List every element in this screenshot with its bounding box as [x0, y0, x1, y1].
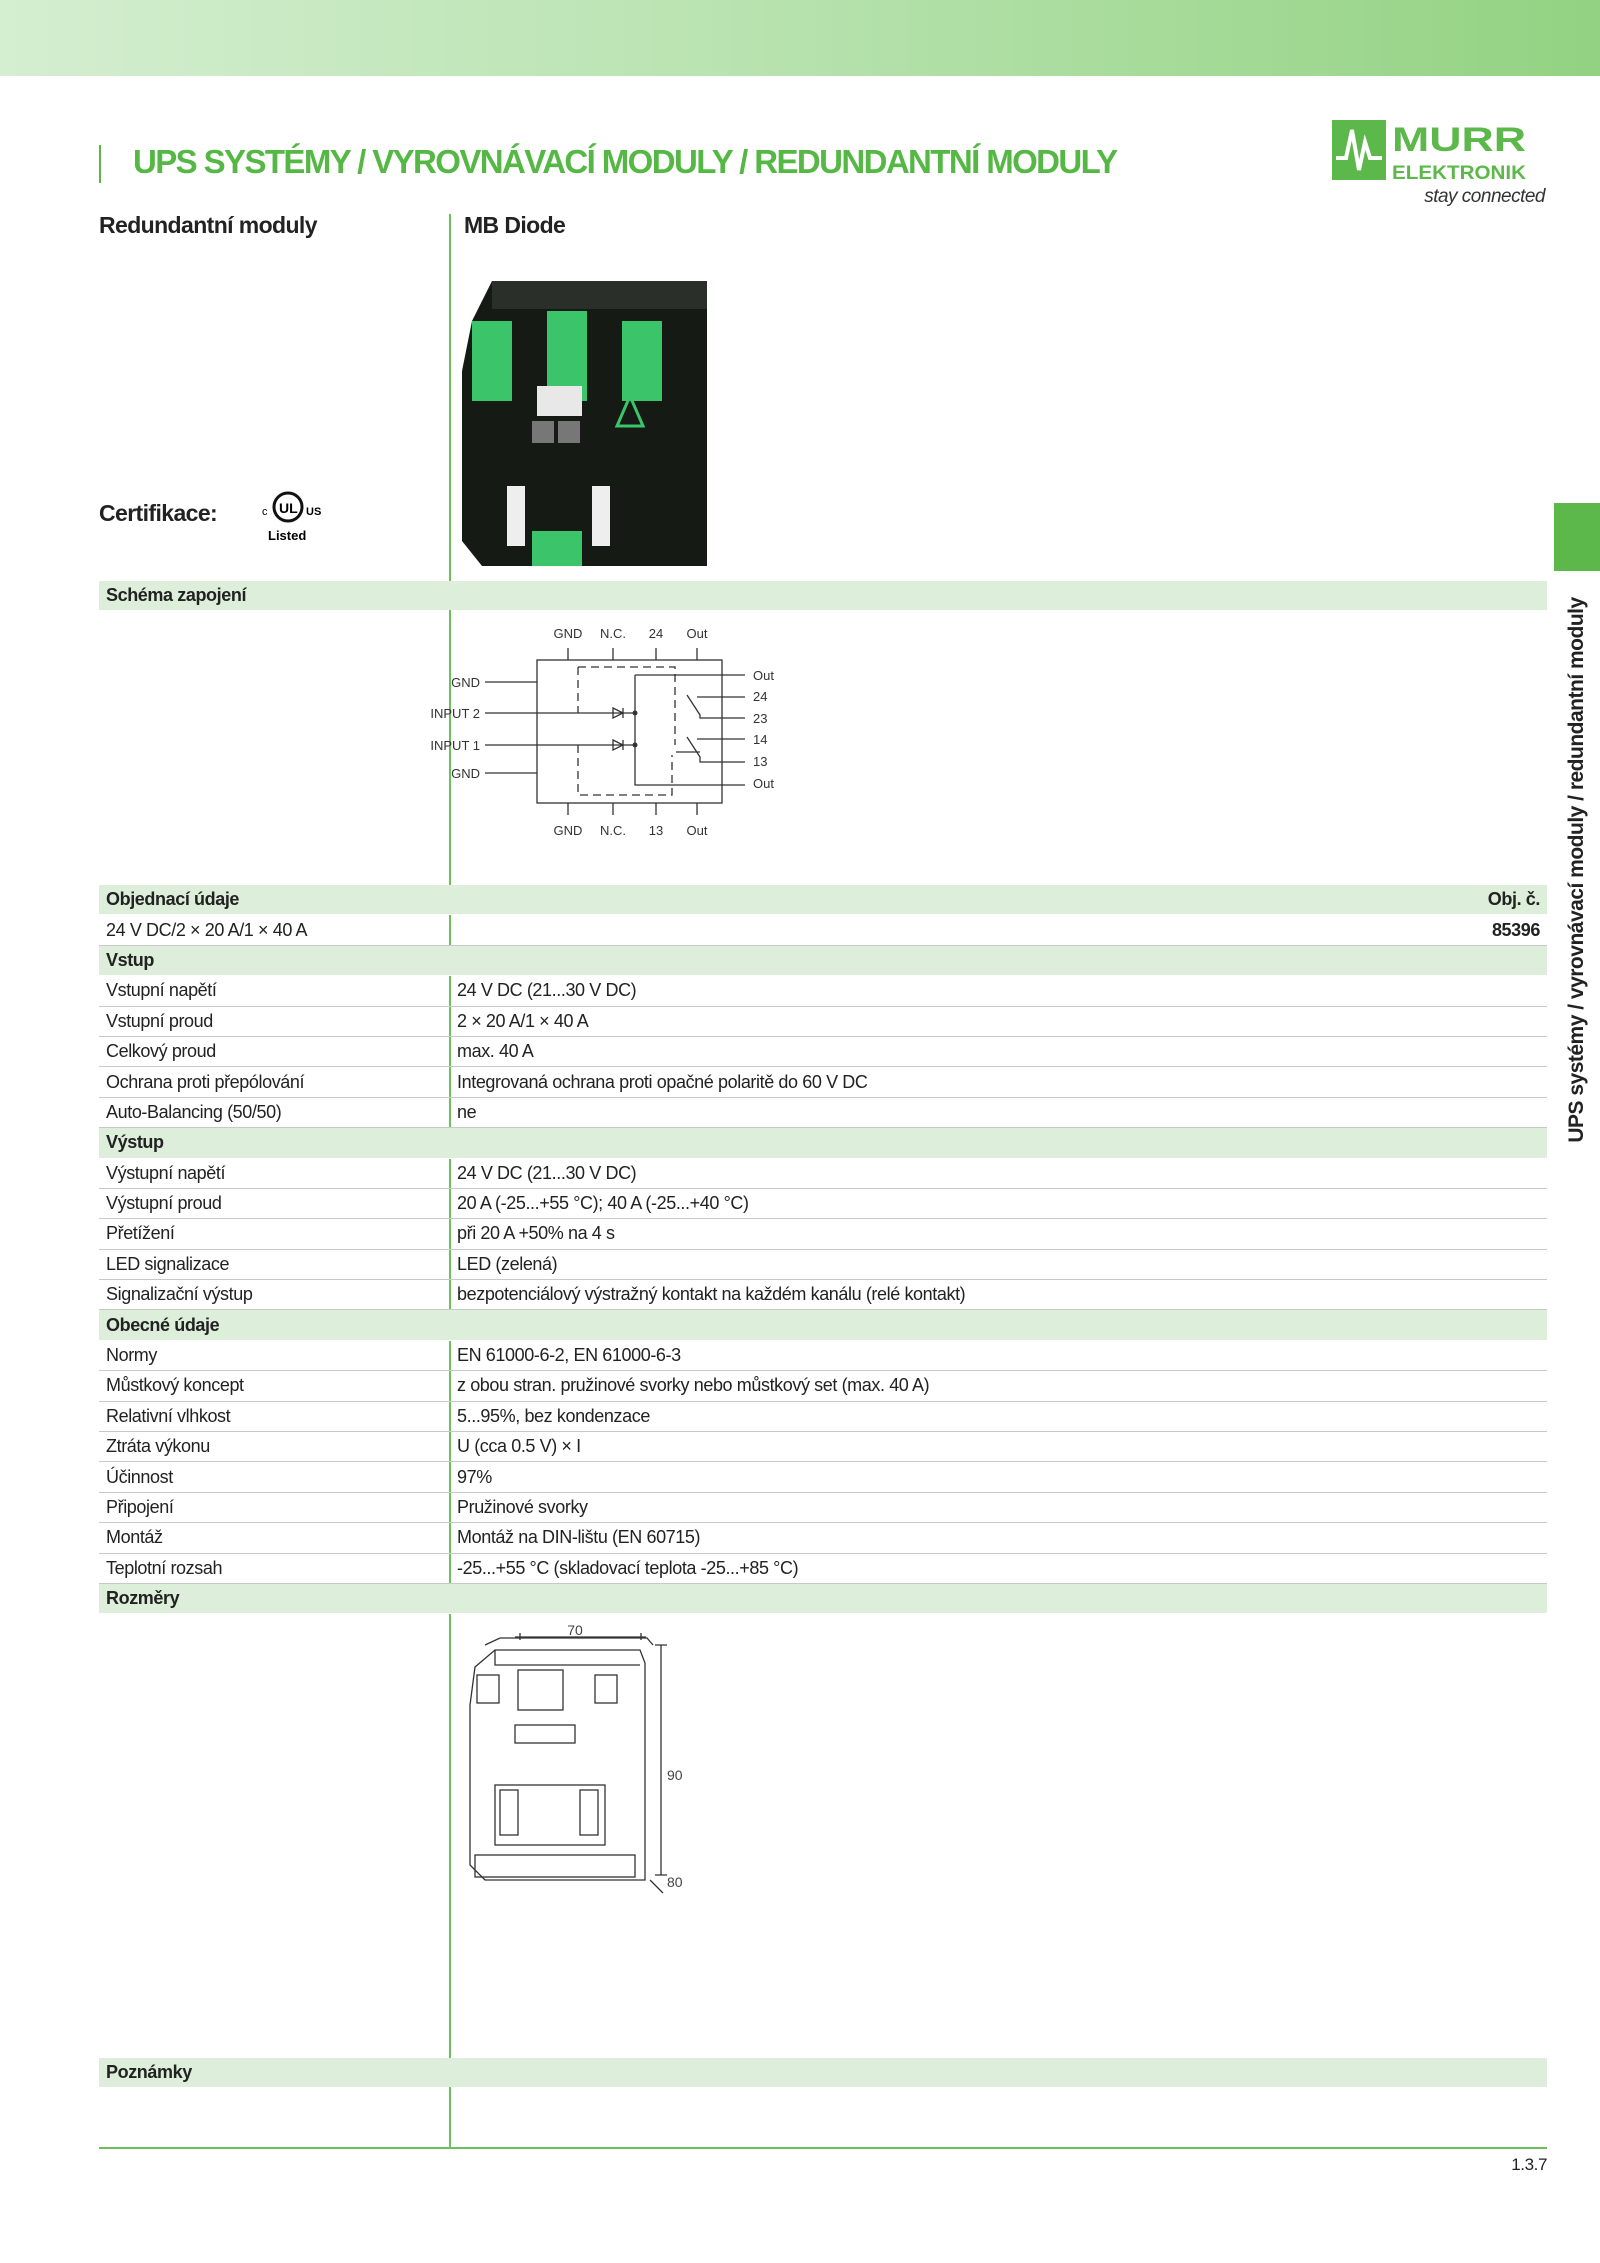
spec-value: z obou stran. pružinové svorky nebo můstkový set (max. 40 A): [457, 1375, 930, 1396]
spec-label: Signalizační výstup: [106, 1284, 253, 1305]
spec-label: Celkový proud: [106, 1041, 216, 1062]
schem-top-3: Out: [686, 626, 708, 641]
spec-value: 97%: [457, 1466, 492, 1487]
ordering-header-row: [99, 885, 1547, 915]
spec-label: Vstupní napětí: [106, 980, 217, 1001]
schem-right-0: Out: [753, 668, 774, 683]
group-header: [99, 1310, 1547, 1340]
table-row: [99, 1493, 1547, 1523]
schem-right-3: 14: [753, 732, 768, 747]
table-row: [99, 1432, 1547, 1462]
table-row: [99, 1007, 1547, 1037]
spec-label: LED signalizace: [106, 1253, 230, 1274]
schem-top-0: GND: [553, 626, 583, 641]
spec-value: při 20 A +50% na 4 s: [457, 1223, 615, 1244]
dimensions-label: Rozměry: [106, 1588, 180, 1609]
schem-left-3: GND: [451, 766, 480, 781]
schem-bottom-3: Out: [686, 823, 708, 838]
schem-bottom-0: GND: [553, 823, 583, 838]
table-row: [99, 1341, 1547, 1371]
spec-value: EN 61000-6-2, EN 61000-6-3: [457, 1345, 681, 1366]
schem-right-1: 24: [753, 689, 768, 704]
schem-top-2: 24: [648, 626, 664, 641]
table-row: [99, 1067, 1547, 1097]
spec-value: 24 V DC (21...30 V DC): [457, 980, 637, 1001]
spec-value: ne: [457, 1101, 477, 1122]
ordering-number-header: Obj. č.: [1487, 889, 1540, 910]
table-row: [99, 1523, 1547, 1553]
spec-value: U (cca 0.5 V) × I: [457, 1436, 581, 1457]
spec-value: LED (zelená): [457, 1253, 558, 1274]
spec-label: Relativní vlhkost: [106, 1405, 231, 1426]
schem-left-0: GND: [451, 675, 480, 690]
spec-value: 24 V DC (21...30 V DC): [457, 1162, 637, 1183]
side-tab-marker: [1554, 503, 1600, 571]
spec-value: Montáž na DIN-lištu (EN 60715): [457, 1527, 701, 1548]
table-row: [99, 1037, 1547, 1067]
schem-right-5: Out: [753, 776, 774, 791]
group-title: Obecné údaje: [106, 1314, 220, 1335]
dim-depth: 80: [667, 1874, 683, 1890]
table-row: [99, 1462, 1547, 1492]
table-row: [99, 1098, 1547, 1128]
product-photo: [462, 281, 707, 571]
spec-label: Přetížení: [106, 1223, 175, 1244]
spec-label: Ztráta výkonu: [106, 1436, 210, 1457]
schem-right-4: 13: [753, 754, 768, 769]
spec-label: Montáž: [106, 1527, 163, 1548]
schem-bottom-2: 13: [648, 823, 664, 838]
category-title: Redundantní moduly: [99, 212, 317, 238]
table-row: [99, 1371, 1547, 1401]
spec-label: Můstkový koncept: [106, 1375, 244, 1396]
logo-text-murr: MURR: [1392, 121, 1526, 159]
section-header-notes: Poznámky: [99, 2058, 1547, 2087]
spec-label: Normy: [106, 1345, 157, 1366]
table-row: [99, 1219, 1547, 1249]
ordering-header: Objednací údaje: [106, 889, 240, 910]
side-section-label: UPS systémy / vyrovnávací moduly / redundantní moduly: [1565, 597, 1588, 1143]
spec-value: bezpotenciálový výstražný kontakt na každém kanálu (relé kontakt): [457, 1284, 966, 1305]
group-title: Výstup: [106, 1132, 164, 1153]
dim-height: 90: [667, 1767, 683, 1783]
schem-bottom-1: N.C.: [600, 823, 626, 838]
schem-top-1: N.C.: [600, 626, 626, 641]
footer-line: [99, 2147, 1547, 2149]
spec-value: 5...95%, bez kondenzace: [457, 1405, 650, 1426]
schem-left-2: INPUT 1: [430, 738, 480, 753]
title-marker: [99, 145, 101, 183]
schem-right-2: 23: [753, 711, 768, 726]
group-title: Vstup: [106, 949, 155, 970]
ordering-row: [99, 915, 1547, 945]
certification-label: Certifikace:: [99, 500, 218, 526]
spec-value: Integrovaná ochrana proti opačné polaritě do 60 V DC: [457, 1071, 868, 1092]
table-row: [99, 1554, 1547, 1584]
page-number: 1.3.7: [1511, 2155, 1547, 2174]
ordering-variant: 24 V DC/2 × 20 A/1 × 40 A: [106, 919, 308, 940]
spec-value: max. 40 A: [457, 1041, 534, 1062]
spec-value: -25...+55 °C (skladovací teplota -25...+85 °C): [457, 1557, 799, 1578]
table-row: [99, 976, 1547, 1006]
spec-label: Auto-Balancing (50/50): [106, 1101, 282, 1122]
spec-label: Vstupní proud: [106, 1010, 213, 1031]
spec-label: Ochrana proti přepólování: [106, 1071, 305, 1092]
table-row: [99, 1189, 1547, 1219]
spec-value: 20 A (-25...+55 °C); 40 A (-25...+40 °C): [457, 1193, 749, 1214]
spec-label: Účinnost: [106, 1466, 173, 1487]
ul-listed-icon: [262, 487, 328, 545]
spec-label: Připojení: [106, 1497, 174, 1517]
spec-label: Výstupní proud: [106, 1193, 222, 1214]
murr-logo: [1332, 120, 1528, 182]
group-header: [99, 946, 1547, 976]
logo-text-elektronik: ELEKTRONIK: [1392, 163, 1527, 184]
table-row: [99, 1250, 1547, 1280]
wiring-schematic: [430, 615, 795, 855]
ordering-number: 85396: [1491, 919, 1540, 940]
section-header-schema: Schéma zapojení: [99, 581, 1547, 610]
svg-text:UL: UL: [279, 500, 298, 516]
schem-left-1: INPUT 2: [430, 706, 480, 721]
page-title: UPS SYSTÉMY / VYROVNÁVACÍ MODULY / REDUNDANTNÍ MODULY: [133, 143, 1117, 180]
svg-text:c: c: [262, 506, 268, 518]
tagline: stay connected: [1424, 186, 1545, 207]
top-banner: [0, 0, 1600, 76]
spec-label: Výstupní napětí: [106, 1162, 226, 1183]
svg-text:US: US: [306, 506, 322, 518]
dimension-drawing: [455, 1622, 705, 1895]
spec-table: [99, 885, 1547, 1614]
group-header: [99, 1128, 1547, 1158]
product-title: MB Diode: [464, 212, 566, 238]
dim-width: 70: [567, 1622, 583, 1638]
spec-label: Teplotní rozsah: [106, 1557, 223, 1578]
table-row: [99, 1159, 1547, 1189]
spec-value: 2 × 20 A/1 × 40 A: [457, 1010, 589, 1031]
table-row: [99, 1280, 1547, 1310]
section-header-dimensions: [99, 1584, 1547, 1614]
listed-text: Listed: [268, 528, 307, 543]
table-row: [99, 1402, 1547, 1432]
spec-value: Pružinové svorky: [457, 1497, 588, 1517]
